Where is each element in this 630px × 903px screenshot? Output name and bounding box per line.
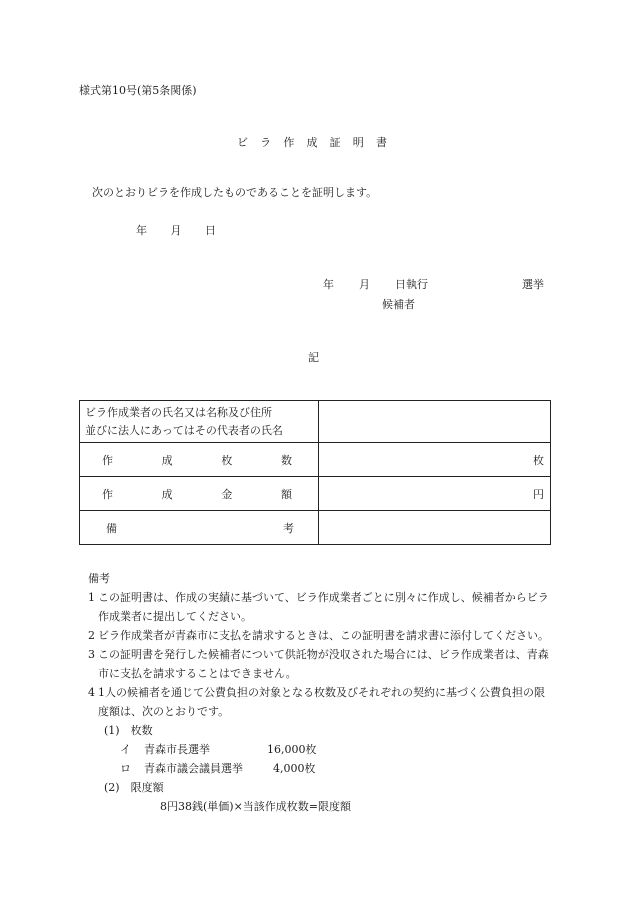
printer-label-line: 並びに法人にあってはその代表者の氏名 bbox=[85, 423, 283, 437]
table-row bbox=[80, 477, 551, 511]
ki-heading: 記 bbox=[308, 351, 319, 364]
date-day: 日 bbox=[205, 224, 216, 237]
print-amount-label bbox=[80, 477, 319, 511]
date-line bbox=[136, 222, 216, 238]
label-char: 枚 bbox=[221, 453, 233, 467]
sub1-row bbox=[88, 759, 553, 778]
sub1-row bbox=[88, 740, 553, 759]
sub1-election: 青森市議会議員選挙 bbox=[144, 762, 243, 775]
certification-statement: 次のとおりビラを作成したものであることを証明します。 bbox=[92, 186, 378, 199]
sub2-label: (2) 限度額 bbox=[104, 781, 164, 794]
print-count-label bbox=[80, 443, 319, 477]
sub1-count: 16,000枚 bbox=[267, 743, 317, 756]
unit-sheets: 枚 bbox=[533, 453, 544, 467]
note-number: 4 bbox=[88, 686, 95, 699]
label-char: 成 bbox=[161, 453, 173, 467]
document-title bbox=[237, 134, 387, 150]
label-char: 成 bbox=[161, 487, 173, 501]
label-char: 作 bbox=[102, 453, 113, 467]
table-row bbox=[80, 443, 551, 477]
certificate-table bbox=[79, 400, 551, 545]
note-item bbox=[88, 645, 553, 683]
election-month: 月 bbox=[359, 278, 370, 291]
candidate-label: 候補者 bbox=[382, 298, 415, 311]
sub1-label: (1) 枚数 bbox=[104, 724, 153, 737]
label-char: 額 bbox=[280, 487, 292, 501]
label-char: 考 bbox=[283, 521, 294, 535]
title-char: 作 bbox=[283, 136, 295, 149]
sub1-mark: イ bbox=[120, 743, 131, 756]
note-number: 3 bbox=[88, 648, 95, 661]
date-month: 月 bbox=[170, 224, 182, 237]
note-item bbox=[88, 588, 553, 626]
remarks-label bbox=[80, 511, 319, 545]
label-char: 作 bbox=[102, 487, 113, 501]
title-char: 成 bbox=[306, 136, 318, 149]
sub1-election: 青森市長選挙 bbox=[144, 743, 210, 756]
printer-name-value[interactable] bbox=[319, 401, 551, 443]
printer-label-line: ビラ作成業者の氏名又は名称及び住所 bbox=[85, 405, 272, 419]
unit-yen: 円 bbox=[533, 487, 544, 501]
date-year: 年 bbox=[136, 224, 147, 237]
note-item bbox=[88, 626, 553, 645]
note-number: 2 bbox=[88, 629, 95, 642]
sub2-formula: 8円38銭(単価)×当該作成枚数=限度額 bbox=[160, 800, 352, 813]
title-char: 明 bbox=[352, 136, 364, 149]
form-number: 様式第10号(第5条関係) bbox=[79, 84, 197, 97]
table-row bbox=[80, 511, 551, 545]
label-char: 数 bbox=[280, 453, 292, 467]
title-char: ビ bbox=[237, 136, 248, 149]
label-char: 金 bbox=[221, 487, 233, 501]
note-text: 1人の候補者を通じて公費負担の対象となる枚数及びそれぞれの契約に基づく公費負担の限度額は、次のとおりです。 bbox=[98, 686, 545, 718]
title-char: 証 bbox=[329, 136, 341, 149]
note-text: この証明書は、作成の実績に基づいて、ビラ作成業者ごとに別々に作成し、候補者からビラ作成業者に提出してください。 bbox=[98, 591, 549, 623]
remarks-value[interactable] bbox=[319, 511, 551, 545]
note-text: ビラ作成業者が青森市に支払を請求するときは、この証明書を請求書に添付してください。 bbox=[98, 629, 549, 642]
note-text: この証明書を発行した候補者について供託物が没収された場合には、ビラ作成業者は、青森市に支払を請求することはできません。 bbox=[98, 648, 549, 680]
election-year: 年 bbox=[323, 278, 334, 291]
note-number: 1 bbox=[88, 591, 95, 604]
print-count-value[interactable] bbox=[319, 443, 551, 477]
printer-name-label bbox=[80, 401, 319, 443]
note-item bbox=[88, 683, 553, 721]
title-char: ラ bbox=[260, 136, 272, 149]
title-char: 書 bbox=[375, 136, 387, 149]
table-row bbox=[80, 401, 551, 443]
notes-section bbox=[88, 569, 553, 816]
label-char: 備 bbox=[106, 521, 117, 535]
sub1-count: 4,000枚 bbox=[273, 762, 316, 775]
print-amount-value[interactable] bbox=[319, 477, 551, 511]
election-line bbox=[323, 276, 547, 292]
sub1-mark: ロ bbox=[120, 762, 131, 775]
election-day-exec: 日執行 bbox=[395, 278, 428, 291]
election-name: 選挙 bbox=[522, 278, 544, 291]
notes-heading: 備考 bbox=[88, 572, 110, 585]
